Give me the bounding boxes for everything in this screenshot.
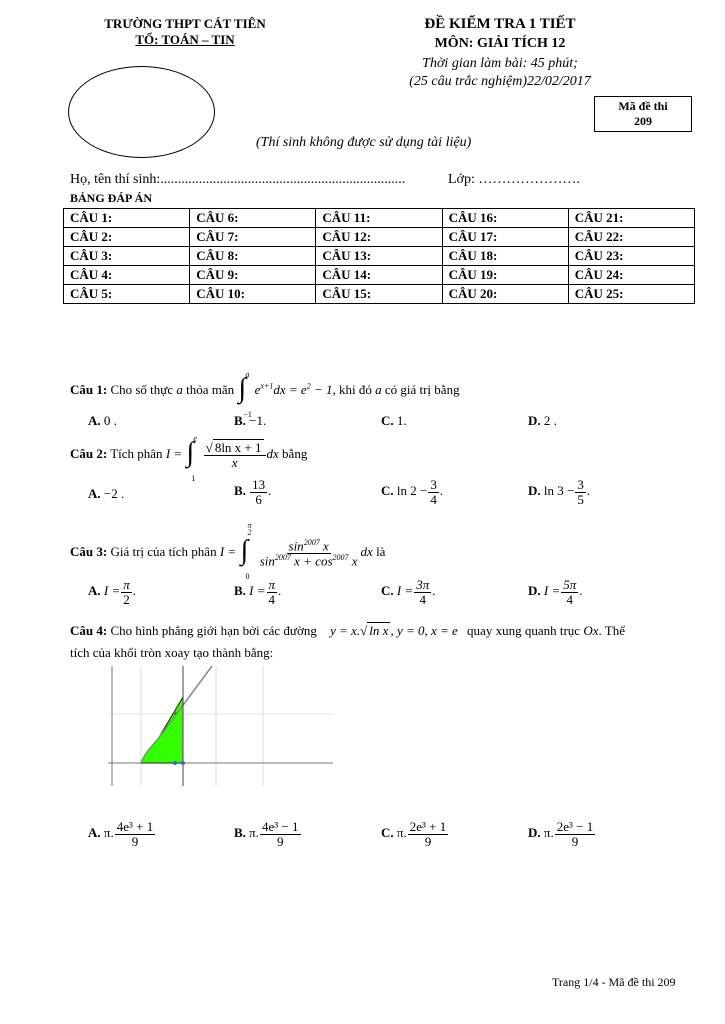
stamp-oval <box>68 66 215 158</box>
question-4 <box>70 622 695 640</box>
question-2 <box>70 434 308 483</box>
school-name: TRƯỜNG THPT CÁT TIÊN <box>104 16 266 31</box>
answer-cell[interactable]: CÂU 6: <box>190 209 316 228</box>
department: TỔ: TOÁN – TIN <box>135 32 235 47</box>
question-label: Câu 1: <box>70 381 108 397</box>
question-text: thỏa mãn <box>186 381 235 397</box>
table-row <box>64 228 695 247</box>
math-expression: $e^{x+1}dx = e^2 - 1$ <box>254 381 333 397</box>
option-c[interactable]: C. π. $\frac{\text{2e³ + 1}}{9}$ <box>381 819 447 849</box>
page-footer: Trang 1/4 - Mã đề thi 209 <box>552 975 676 989</box>
math-expression: dx <box>266 445 279 461</box>
point-marker <box>173 761 177 765</box>
answer-cell[interactable]: CÂU 3: <box>64 247 190 266</box>
option-b[interactable]: B. $\frac{13}{6}$ . <box>234 477 272 507</box>
question-text: . Thể <box>598 623 625 638</box>
option-b[interactable]: B. π. $\frac{\text{4e³ − 1}}{9}$ <box>234 819 299 849</box>
answer-cell[interactable]: CÂU 9: <box>190 266 316 285</box>
math-var: a <box>375 381 382 397</box>
option-d[interactable]: D. π. $\frac{\text{2e³ − 1}}{9}$ <box>528 819 594 849</box>
option-a[interactable]: A. −2 . <box>88 486 125 501</box>
integrand-fraction: $\frac{\text{√ 8ln x + 1}}{x}$ <box>204 441 266 469</box>
option-d[interactable]: D. I = $\frac{5\pi}{4}$ . <box>528 577 583 607</box>
option-a[interactable]: A. π. $\frac{\text{4e³ + 1}}{9}$ <box>88 819 154 849</box>
answer-cell[interactable]: CÂU 18: <box>442 247 568 266</box>
answer-cell[interactable]: CÂU 24: <box>568 266 694 285</box>
integral-sign: ∫ π 2 0 <box>240 521 252 581</box>
answer-cell[interactable]: CÂU 11: <box>316 209 442 228</box>
answer-table <box>63 208 695 304</box>
grid-lines <box>108 666 333 786</box>
option-b[interactable]: B. I = $\frac{\pi}{4}$ . <box>234 577 282 607</box>
exam-info: (25 câu trắc nghiệm)22/02/2017 <box>409 74 591 89</box>
question-text: quay xung quanh trục <box>467 623 581 638</box>
notice: (Thí sinh không được sử dụng tài liệu) <box>256 135 472 150</box>
exam-code-label: Mã đề thi <box>618 99 668 113</box>
exam-title: ĐỀ KIỂM TRA 1 TIẾT <box>424 16 576 32</box>
answer-cell[interactable]: CÂU 5: <box>64 285 190 304</box>
answer-cell[interactable]: CÂU 10: <box>190 285 316 304</box>
table-row <box>64 285 695 304</box>
region-graph <box>108 666 333 786</box>
answer-cell[interactable]: CÂU 14: <box>316 266 442 285</box>
question-label: Câu 4: <box>70 623 108 638</box>
question-1 <box>70 370 460 419</box>
table-row <box>64 266 695 285</box>
answer-cell[interactable]: CÂU 16: <box>442 209 568 228</box>
integral-sign: ∫ e 1 <box>186 434 197 483</box>
integral-sign: ∫ a −1 <box>238 370 252 419</box>
question-label: Câu 3: <box>70 543 108 559</box>
integrand-fraction: $\frac{\sin^{2007} x}{\sin^{2007} x + \cos^{2007} x}$ <box>259 537 358 568</box>
answer-cell[interactable]: CÂU 13: <box>316 247 442 266</box>
math-expression: I = <box>219 543 237 559</box>
option-d[interactable]: D. 2 . <box>528 413 557 428</box>
answer-cell[interactable]: CÂU 12: <box>316 228 442 247</box>
answer-cell[interactable]: CÂU 23: <box>568 247 694 266</box>
math-var: a <box>176 381 183 397</box>
question-text: Cho hình phẳng giới hạn bởi các đường <box>110 623 317 638</box>
question-text: có giá trị bằng <box>384 381 460 397</box>
math-expression: I = <box>165 445 183 461</box>
option-a[interactable]: A. 0 . <box>88 413 117 428</box>
point-marker <box>174 712 177 715</box>
option-a[interactable]: A. I = $\frac{\pi}{2}$ . <box>88 577 137 607</box>
answer-cell[interactable]: CÂU 15: <box>316 285 442 304</box>
exam-duration: Thời gian làm bài: 45 phút; <box>422 56 578 71</box>
exam-code: 209 <box>634 114 652 128</box>
question-text: bằng <box>282 445 308 461</box>
exam-subject: MÔN: GIẢI TÍCH 12 <box>434 36 566 51</box>
table-row <box>64 247 695 266</box>
answer-cell[interactable]: CÂU 25: <box>568 285 694 304</box>
question-label: Câu 2: <box>70 445 108 461</box>
question-text: Giá trị của tích phân <box>110 543 217 559</box>
option-c[interactable]: C. ln 2 − $\frac{3}{4}$ . <box>381 477 444 507</box>
answer-cell[interactable]: CÂU 2: <box>64 228 190 247</box>
question-text: Cho số thực <box>110 381 174 397</box>
question-text: Tích phân <box>110 445 163 461</box>
answer-cell[interactable]: CÂU 4: <box>64 266 190 285</box>
question-text: , khi đó <box>332 381 372 397</box>
option-c[interactable]: C. 1. <box>381 413 407 428</box>
answer-cell[interactable]: CÂU 22: <box>568 228 694 247</box>
point-marker <box>181 761 185 765</box>
option-d[interactable]: D. ln 3 − $\frac{3}{5}$ . <box>528 477 591 507</box>
table-row <box>64 209 695 228</box>
option-c[interactable]: C. I = $\frac{3\pi}{4}$ . <box>381 577 436 607</box>
question-3 <box>70 521 386 581</box>
math-expression: y = x.√ ln x , y = 0, x = e <box>330 623 458 638</box>
student-name-field[interactable]: Họ, tên thí sinh:...................................................................... <box>70 172 406 187</box>
answer-cell[interactable]: CÂU 8: <box>190 247 316 266</box>
question-4-line2: tích của khối tròn xoay tạo thành bằng: <box>70 645 274 660</box>
answer-cell[interactable]: CÂU 1: <box>64 209 190 228</box>
exam-code-box <box>594 96 692 132</box>
answer-cell[interactable]: CÂU 17: <box>442 228 568 247</box>
answer-cell[interactable]: CÂU 20: <box>442 285 568 304</box>
option-b[interactable]: B. −1. <box>234 413 267 428</box>
answer-cell[interactable]: CÂU 21: <box>568 209 694 228</box>
answer-sheet-title: BẢNG ĐÁP ÁN <box>70 191 153 205</box>
math-var: Ox <box>583 623 599 638</box>
answer-cell[interactable]: CÂU 7: <box>190 228 316 247</box>
math-expression: dx <box>360 543 373 559</box>
student-class-field[interactable]: Lớp: …………………. <box>448 172 580 187</box>
question-text: là <box>376 543 386 559</box>
answer-cell[interactable]: CÂU 19: <box>442 266 568 285</box>
